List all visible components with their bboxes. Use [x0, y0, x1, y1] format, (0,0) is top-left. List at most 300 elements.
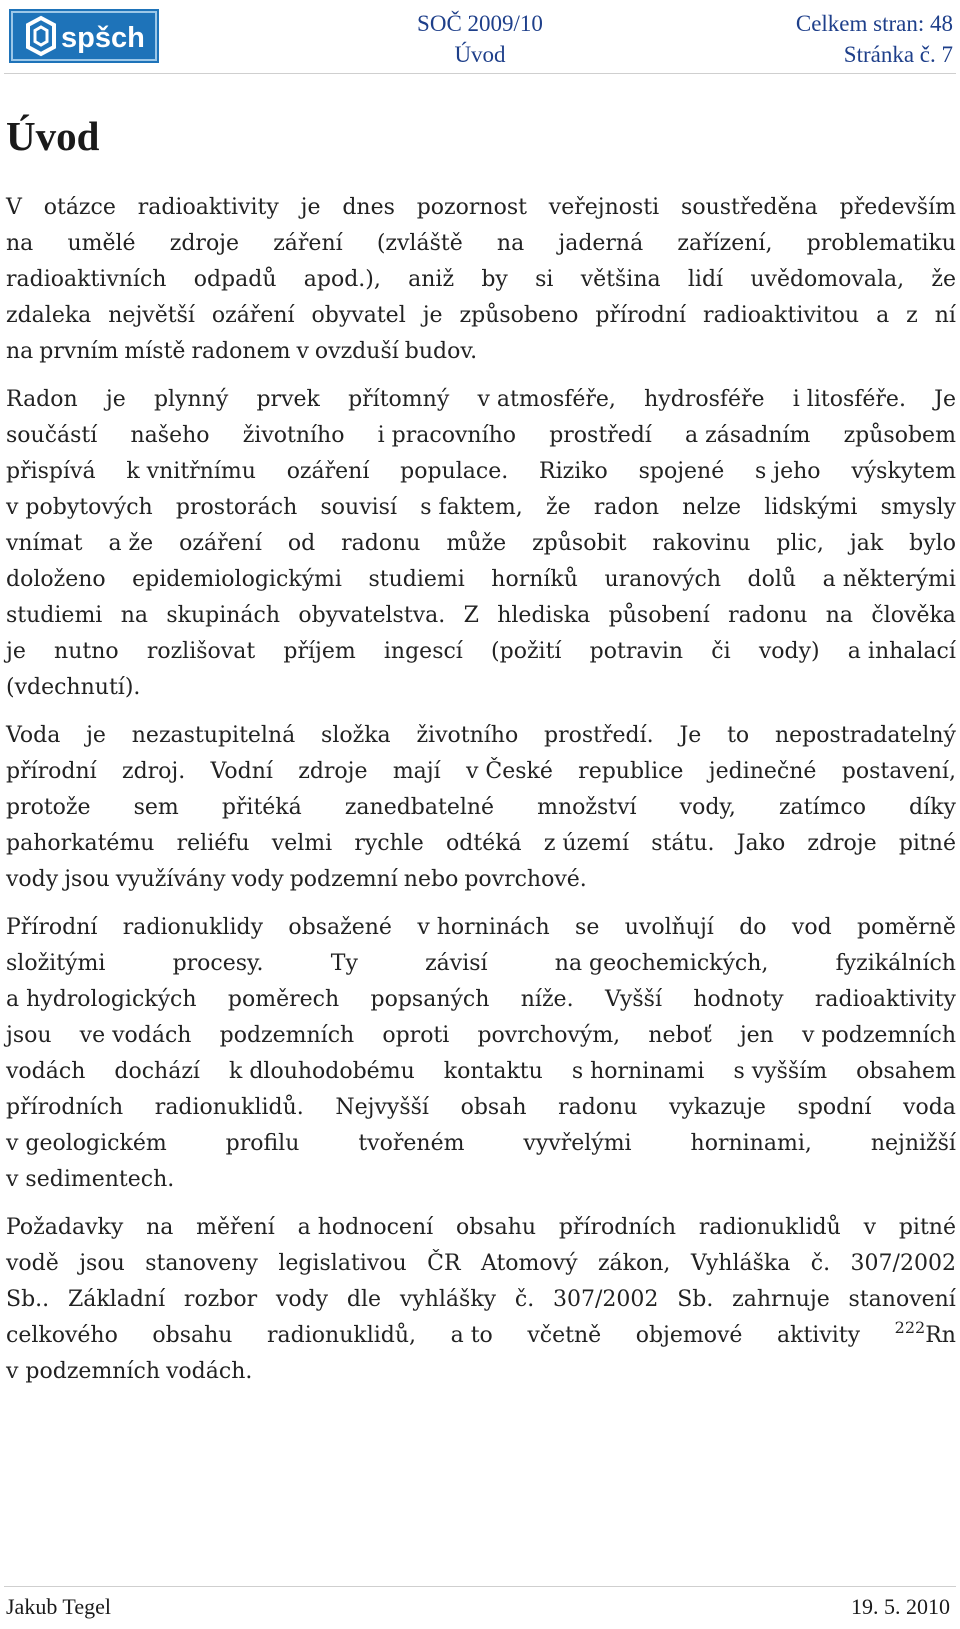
word: procesy. [172, 951, 264, 976]
word: reliéfu [176, 831, 250, 856]
word: Požadavky [6, 1215, 124, 1240]
word: místě [124, 339, 186, 364]
total-pages: Celkem stran: 48 [795, 11, 953, 36]
word: zdroje [169, 231, 240, 256]
word: stanoveny [145, 1251, 258, 1276]
word: aniž [408, 267, 455, 292]
superscript-mass-number: 222 [894, 1318, 926, 1337]
word: Základní [67, 1287, 166, 1312]
text-line [6, 1282, 956, 1318]
word: největší [108, 303, 195, 328]
word: spojené [638, 459, 725, 484]
word: populace. [400, 459, 509, 484]
word: ozáření [286, 459, 370, 484]
word: vykazuje [669, 1095, 766, 1120]
word: 307/2002 [553, 1287, 659, 1312]
word: v atmosféře, [477, 387, 616, 412]
word: pitné [898, 1215, 956, 1240]
text-line [6, 790, 956, 826]
text-line [6, 718, 956, 754]
word: vyhlášky [399, 1287, 497, 1312]
word: měření [196, 1215, 275, 1240]
word: zdroje [807, 831, 877, 856]
page-number: Stránka č. 7 [843, 42, 953, 67]
word: 307/2002 [850, 1251, 956, 1276]
word: dle [346, 1287, 382, 1312]
word: v podzemních [801, 1023, 956, 1048]
radon-222-symbol [895, 1318, 956, 1355]
word: jedinečné [708, 759, 817, 784]
word: Z [463, 603, 479, 628]
word: povrchovým, [477, 1023, 621, 1048]
paragraph [6, 382, 956, 706]
word: radioaktivitou [703, 303, 860, 328]
word: prostředí [549, 423, 652, 448]
word: na [6, 231, 34, 256]
word: soustředěna [681, 195, 818, 220]
word: č. [514, 1287, 535, 1312]
text-line [6, 862, 956, 898]
word: a to [450, 1323, 493, 1348]
word: Je [934, 387, 956, 412]
word: na [120, 603, 148, 628]
word: z území [543, 831, 630, 856]
word: ingescí [383, 639, 463, 664]
text-line [6, 262, 956, 298]
text-line [6, 598, 956, 634]
word: zařízení, [677, 231, 773, 256]
word: přírodních [558, 1215, 677, 1240]
text-line [6, 1318, 956, 1354]
word: jsou [64, 867, 110, 892]
word: v sedimentech. [6, 1167, 175, 1192]
text-line [6, 1018, 956, 1054]
word: jen [739, 1023, 774, 1048]
word: horninami, [690, 1131, 812, 1156]
word: radioaktivity [137, 195, 279, 220]
word: zanedbatelné [344, 795, 495, 820]
word: ní [934, 303, 956, 328]
word: množství [537, 795, 637, 820]
word: v [863, 1215, 877, 1240]
text-line [6, 298, 956, 334]
word: jsou [79, 1251, 125, 1276]
text-line [6, 946, 956, 982]
word: oproti [382, 1023, 450, 1048]
word: povrchové. [464, 867, 587, 892]
word: (vdechnutí). [6, 675, 141, 700]
word: uvolňují [624, 915, 714, 940]
word: pitné [898, 831, 956, 856]
word: přírodní [6, 759, 97, 784]
word: skupinách [166, 603, 281, 628]
word: vodě [6, 1251, 59, 1276]
word: Voda [6, 723, 61, 748]
word: jak [849, 531, 884, 556]
word: k dlouhodobému [229, 1059, 415, 1084]
header-center [380, 8, 580, 70]
word: životního [242, 423, 345, 448]
word: ČR [427, 1251, 461, 1276]
word: kontaktu [443, 1059, 543, 1084]
word: republice [578, 759, 684, 784]
word: (požití [491, 639, 562, 664]
word: na [146, 1215, 174, 1240]
word: zdroje [298, 759, 368, 784]
word: zdaleka [6, 303, 92, 328]
word: složitými [6, 951, 106, 976]
word: Sb. [677, 1287, 714, 1312]
word: je [300, 195, 321, 220]
word: uvědomovala, [750, 267, 905, 292]
word: jaderná [558, 231, 644, 256]
word: od [287, 531, 316, 556]
text-line [6, 382, 956, 418]
text-line [6, 490, 956, 526]
logo-text: spšch [61, 22, 145, 54]
header-divider [4, 73, 956, 74]
word: plynný [153, 387, 229, 412]
word: radonu [558, 1095, 638, 1120]
word: nezastupitelná [131, 723, 296, 748]
text-line [6, 1054, 956, 1090]
footer-date: 19. 5. 2010 [851, 1594, 950, 1619]
word: výskytem [851, 459, 956, 484]
word: přitéká [221, 795, 302, 820]
section-label: Úvod [454, 42, 506, 67]
word: ozáření [179, 531, 262, 556]
word: hydrosféře [644, 387, 765, 412]
word: i pracovního [377, 423, 517, 448]
text-line [6, 754, 956, 790]
word: jsou [6, 1023, 52, 1048]
word: profilu [225, 1131, 300, 1156]
word: vody [275, 1287, 329, 1312]
word: či [711, 639, 731, 664]
word: zákon, [597, 1251, 671, 1276]
word: radon [593, 495, 659, 520]
paragraph [6, 718, 956, 898]
word: problematiku [806, 231, 956, 256]
word: studiemi [368, 567, 465, 592]
word: přírodních [6, 1095, 124, 1120]
word: obsah [460, 1095, 527, 1120]
word: lidskými [764, 495, 858, 520]
word: Rn [925, 1323, 956, 1348]
word: poměrně [857, 915, 956, 940]
word: celkového [6, 1323, 118, 1348]
word: zahrnuje [732, 1287, 830, 1312]
text-line [6, 226, 956, 262]
word: především [839, 195, 956, 220]
text-line [6, 526, 956, 562]
word: radioaktivity [814, 987, 956, 1012]
text-line [6, 1162, 956, 1198]
word: člověka [871, 603, 956, 628]
word: vnímat [6, 531, 83, 556]
word: radionuklidů [698, 1215, 841, 1240]
text-line [6, 454, 956, 490]
word: způsobem [843, 423, 956, 448]
word: a zásadním [685, 423, 811, 448]
word: a některými [822, 567, 956, 592]
word: i litosféře. [792, 387, 906, 412]
word: vody [6, 867, 59, 892]
word: epidemiologickými [132, 567, 342, 592]
word: radonu [341, 531, 421, 556]
word: radioaktivních [6, 267, 167, 292]
word: součástí [6, 423, 98, 448]
word: radonem [191, 339, 291, 364]
word: Sb.. [6, 1287, 50, 1312]
word: vyvřelými [523, 1131, 632, 1156]
word: se [575, 915, 600, 940]
word: souvisí [320, 495, 397, 520]
word: níže. [520, 987, 574, 1012]
word: dochází [114, 1059, 200, 1084]
word: rozbor [183, 1287, 258, 1312]
word: (zvláště [376, 231, 463, 256]
word: sem [133, 795, 179, 820]
text-line [6, 982, 956, 1018]
word: v geologickém [6, 1131, 167, 1156]
word: studiemi [6, 603, 103, 628]
word: životního [416, 723, 519, 748]
text-line [6, 1210, 956, 1246]
word: s horninami [571, 1059, 705, 1084]
word: způsobeno [459, 303, 579, 328]
paragraph [6, 1210, 956, 1390]
word: a [876, 303, 890, 328]
word: záření [273, 231, 343, 256]
text-line [6, 1126, 956, 1162]
word: otázce [43, 195, 116, 220]
text-line [6, 1246, 956, 1282]
school-logo [9, 9, 159, 63]
word: je [422, 303, 443, 328]
word: stanovení [848, 1287, 956, 1312]
word: na [825, 603, 854, 628]
word: si [535, 267, 554, 292]
word: rakovinu [652, 531, 751, 556]
body-text [6, 190, 956, 1402]
word: přírodní [595, 303, 687, 328]
word: prostředí. [544, 723, 654, 748]
word: podzemních [219, 1023, 355, 1048]
word: prvním [39, 339, 119, 364]
word: našeho [130, 423, 210, 448]
word: je [105, 387, 126, 412]
paragraph [6, 190, 956, 370]
word: většina [580, 267, 661, 292]
word: velmi [271, 831, 333, 856]
word: rozlišovat [146, 639, 256, 664]
word: nelze [682, 495, 742, 520]
word: je [6, 639, 26, 664]
word: je [86, 723, 106, 748]
word: voda [903, 1095, 956, 1120]
word: obyvatelstva. [298, 603, 446, 628]
word: hlediska [497, 603, 591, 628]
word: v pobytových [6, 495, 153, 520]
word: na geochemických, [554, 951, 769, 976]
word: poměrech [227, 987, 340, 1012]
text-line [6, 1354, 956, 1390]
word: Atomový [480, 1251, 578, 1276]
word: složka [321, 723, 391, 748]
word: Vyhláška [690, 1251, 791, 1276]
word: legislativou [278, 1251, 407, 1276]
word: ovzduší [314, 339, 399, 364]
text-line [6, 562, 956, 598]
word: radionuklidy [122, 915, 264, 940]
word: objemové [635, 1323, 743, 1348]
word: obsahu [455, 1215, 537, 1240]
word: prvek [256, 387, 320, 412]
word: Je [679, 723, 702, 748]
word: zdroj. [121, 759, 186, 784]
word: na [6, 339, 34, 364]
word: k vnitřnímu [126, 459, 256, 484]
word: z [906, 303, 918, 328]
word: s jeho [755, 459, 821, 484]
word: popsaných [370, 987, 490, 1012]
word: Nejvyšší [335, 1095, 429, 1120]
word: s faktem, [420, 495, 523, 520]
word: tvořeném [358, 1131, 465, 1156]
word: vodách. [166, 1359, 253, 1384]
footer-author: Jakub Tegel [6, 1594, 111, 1619]
word: obsahu [152, 1323, 233, 1348]
word: Jako [736, 831, 786, 856]
word: radonu [728, 603, 808, 628]
word: fyzikálních [835, 951, 956, 976]
word: přítomný [348, 387, 450, 412]
word: radionuklidů. [154, 1095, 304, 1120]
word: podzemní [289, 867, 398, 892]
text-line [6, 634, 956, 670]
word: vody) [758, 639, 820, 664]
word: Vodní [210, 759, 273, 784]
word: nutno [54, 639, 119, 664]
word: a hydrologických [6, 987, 197, 1012]
word: obsažené [288, 915, 392, 940]
word: příjem [283, 639, 356, 664]
footer-divider [4, 1586, 956, 1587]
page-title: Úvod [6, 113, 100, 159]
word: obsahem [856, 1059, 956, 1084]
word: vodách [6, 1059, 86, 1084]
word: odtéká [446, 831, 522, 856]
word: Riziko [539, 459, 608, 484]
word: vody [231, 867, 284, 892]
word: může [446, 531, 507, 556]
word: Přírodní [6, 915, 98, 940]
text-line [6, 1090, 956, 1126]
word: obyvatel [311, 303, 406, 328]
word: nejnižší [870, 1131, 956, 1156]
word: nebo [403, 867, 459, 892]
text-line [6, 190, 956, 226]
word: dolů [747, 567, 797, 592]
word: díky [909, 795, 956, 820]
word: využívány [115, 867, 226, 892]
text-line [6, 826, 956, 862]
text-line [6, 334, 956, 370]
word: aktivity [777, 1323, 861, 1348]
word: že [546, 495, 571, 520]
word: vod [791, 915, 832, 940]
word: č. [810, 1251, 831, 1276]
word: radionuklidů, [267, 1323, 417, 1348]
word: postavení, [841, 759, 956, 784]
word: rychle [354, 831, 424, 856]
word: to [727, 723, 750, 748]
word: že [931, 267, 956, 292]
word: hodnoty [693, 987, 784, 1012]
word: prostorách [175, 495, 298, 520]
word: by [481, 267, 508, 292]
word: Ty [330, 951, 358, 976]
word: a že [108, 531, 154, 556]
word: v [296, 339, 309, 364]
word: umělé [67, 231, 136, 256]
word: neboť [648, 1023, 712, 1048]
word: mají [392, 759, 441, 784]
word: horníků [491, 567, 578, 592]
word: nepostradatelný [774, 723, 956, 748]
text-line [6, 670, 956, 706]
word: v podzemních [6, 1359, 160, 1384]
word: Vyšší [604, 987, 662, 1012]
word: vody, [679, 795, 736, 820]
word: s vyšším [733, 1059, 828, 1084]
word: V [6, 195, 22, 220]
word: do [739, 915, 767, 940]
word: apod.), [303, 267, 381, 292]
word: lidí [687, 267, 724, 292]
word: plic, [776, 531, 824, 556]
competition-label: SOČ 2009/10 [417, 11, 543, 36]
word: dnes [342, 195, 395, 220]
word: a inhalací [847, 639, 956, 664]
paragraph [6, 910, 956, 1198]
word: potravin [589, 639, 684, 664]
word: zatímco [778, 795, 866, 820]
word: spodní [797, 1095, 872, 1120]
word: smysly [880, 495, 956, 520]
word: odpadů [193, 267, 277, 292]
word: v horninách [417, 915, 550, 940]
header-right [796, 8, 953, 70]
word: působení [608, 603, 710, 628]
word: způsobit [532, 531, 627, 556]
word: ve vodách [79, 1023, 192, 1048]
text-line [6, 418, 956, 454]
word: protože [6, 795, 91, 820]
word: závisí [425, 951, 488, 976]
text-line [6, 910, 956, 946]
word: a hodnocení [297, 1215, 434, 1240]
word: pozornost [416, 195, 527, 220]
word: Radon [6, 387, 78, 412]
word: doloženo [6, 567, 106, 592]
word: ozáření [211, 303, 295, 328]
word: přispívá [6, 459, 96, 484]
word: uranových [604, 567, 722, 592]
word: pahorkatému [6, 831, 155, 856]
word: v České [465, 759, 553, 784]
